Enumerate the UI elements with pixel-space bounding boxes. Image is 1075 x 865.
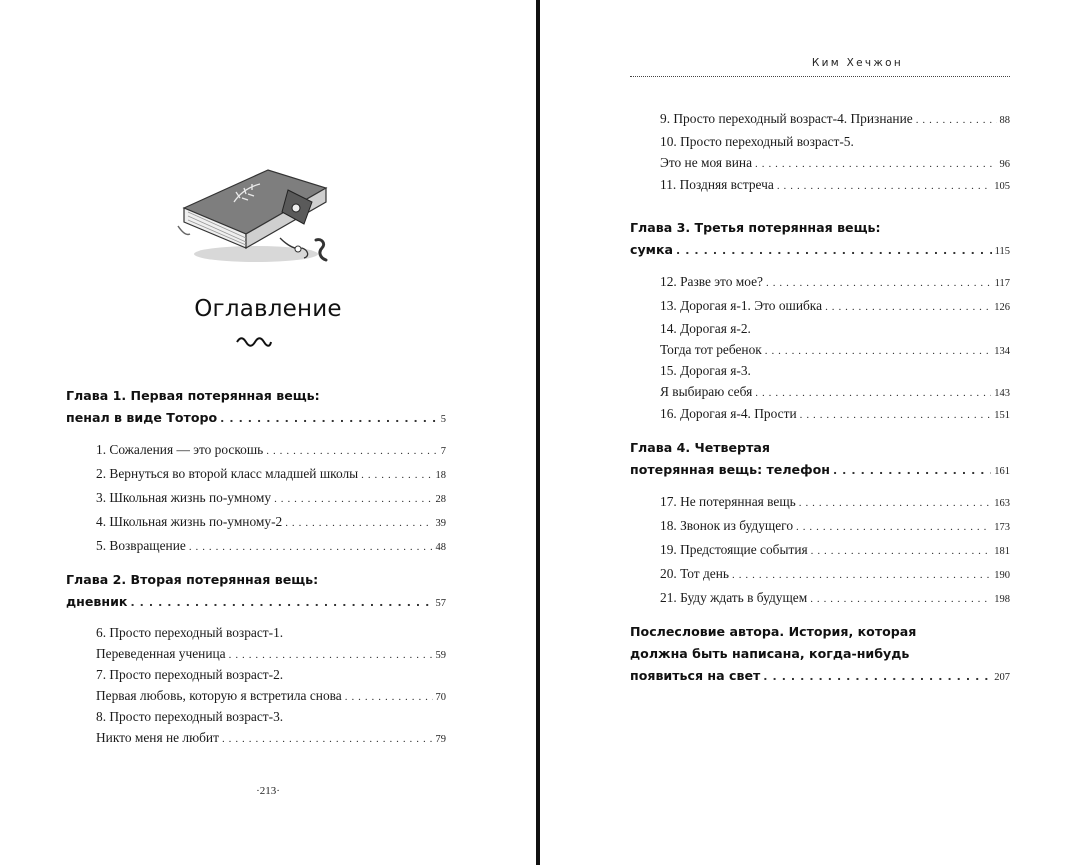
toc-item (660, 294, 1010, 318)
leader-dots (916, 107, 997, 132)
entry-row (96, 643, 446, 664)
entry-title-line: 14. Дорогая я-2. (660, 321, 751, 336)
page-ref: 88 (999, 115, 1010, 126)
page-ref: 143 (994, 388, 1010, 399)
page-ref: 190 (994, 570, 1010, 581)
chapter-title-line: Глава 3. Третья потерянная вещь: (630, 220, 881, 235)
page-ref: 59 (435, 650, 446, 661)
toc-item (660, 270, 1010, 294)
entry-row (660, 270, 1010, 294)
leader-dots (361, 462, 432, 487)
chapter-block (66, 572, 446, 748)
entry-title-line: 7. Просто переходный возраст-2. (96, 667, 284, 682)
toc-item (96, 462, 446, 486)
entry-row (660, 173, 1010, 197)
page-ref: 134 (994, 346, 1010, 357)
chapter-items (660, 490, 1010, 610)
entry-title: 2. Вернуться во второй класс младшей школы (96, 466, 359, 481)
chapter-title: сумка (630, 242, 674, 257)
entry-row (96, 438, 446, 462)
toc-item (96, 438, 446, 462)
chapter-title-line: Глава 1. Первая потерянная вещь: (66, 388, 320, 403)
leader-dots (345, 685, 433, 708)
entry-title: 12. Разве это мое? (660, 274, 763, 289)
entry-row (660, 294, 1010, 318)
leader-dots (274, 486, 432, 511)
chapter-title: пенал в виде Тоторо (66, 410, 218, 425)
right-continued-list (630, 107, 1010, 197)
page-ref: 126 (994, 302, 1010, 313)
chapter-items (660, 270, 1010, 426)
chapter-title-line: Послесловие автора. История, которая (630, 624, 917, 639)
entry-title-line: 6. Просто переходный возраст-1. (96, 625, 284, 640)
entry-row (660, 562, 1010, 586)
page-ref: 28 (435, 494, 446, 505)
entry-row (96, 534, 446, 558)
leader-dots (763, 668, 991, 683)
left-toc-list (66, 388, 446, 748)
leader-dots (266, 438, 437, 463)
chapter-title: дневник (66, 594, 128, 609)
chapter-items (96, 622, 446, 748)
leader-dots (222, 727, 433, 750)
page-ref: 207 (994, 672, 1010, 683)
leader-dots (130, 594, 432, 609)
page-ref: 96 (999, 159, 1010, 170)
chapter-block (630, 440, 1010, 610)
chapter-title-line: должна быть написана, когда-нибудь (630, 646, 910, 661)
entry-row (660, 402, 1010, 426)
toc-item (660, 514, 1010, 538)
leader-dots (833, 462, 991, 477)
page-ref: 181 (994, 546, 1010, 557)
page-ref: 39 (435, 518, 446, 529)
entry-row (660, 107, 1010, 131)
entry-title: 11. Поздняя встреча (660, 177, 774, 192)
page-ref: 163 (994, 498, 1010, 509)
chapter-heading (66, 572, 446, 616)
notebook-with-pen-icon (176, 150, 336, 268)
entry-title: Переведенная ученица (96, 646, 226, 661)
page-number: ·213· (256, 785, 280, 797)
running-head-author: Ким Хечжон (811, 57, 904, 69)
leader-dots (811, 538, 992, 563)
page-ref: 79 (435, 734, 446, 745)
page-ref: 105 (994, 181, 1010, 192)
leader-dots (732, 562, 991, 587)
toc-item (660, 107, 1010, 131)
leader-dots (810, 586, 991, 611)
page-ref: 18 (435, 470, 446, 481)
chapter-title-line: Глава 2. Вторая потерянная вещь: (66, 572, 319, 587)
toc-item (660, 490, 1010, 514)
chapter-title-row (630, 668, 1010, 690)
page-ref: 151 (994, 410, 1010, 421)
leader-dots (676, 242, 992, 257)
entry-title: Это не моя вина (660, 155, 753, 170)
toc-item (660, 538, 1010, 562)
page-ref: 48 (435, 542, 446, 553)
chapter-title-row (66, 410, 446, 432)
entry-title: 19. Предстоящие события (660, 542, 808, 557)
page-ref: 5 (440, 414, 446, 425)
toc-item (96, 706, 446, 748)
leader-dots (825, 294, 991, 319)
toc-item (96, 622, 446, 664)
entry-title-line: 10. Просто переходный возраст-5. (660, 134, 854, 149)
toc-item (660, 360, 1010, 402)
entry-title: 16. Дорогая я-4. Прости (660, 406, 797, 421)
chapter-title-row (66, 594, 446, 616)
entry-row (96, 685, 446, 706)
page-ref: 115 (994, 246, 1010, 257)
toc-item (660, 173, 1010, 197)
chapter-heading (630, 624, 1010, 690)
entry-row (660, 586, 1010, 610)
leader-dots (285, 510, 432, 535)
chapter-heading (630, 220, 1010, 264)
entry-title: Я выбираю себя (660, 384, 753, 399)
toc-item (660, 131, 1010, 173)
toc-heading: Оглавление (194, 296, 342, 322)
entry-title-line: 15. Дорогая я-3. (660, 363, 751, 378)
page-ref: 7 (440, 446, 446, 457)
page-ref: 161 (994, 466, 1010, 477)
wave-ornament-icon (236, 336, 272, 348)
entry-row (96, 486, 446, 510)
chapter-title-row (630, 242, 1010, 264)
entry-title: 21. Буду ждать в будущем (660, 590, 808, 605)
toc-item (660, 586, 1010, 610)
chapter-heading (66, 388, 446, 432)
leader-dots (799, 490, 991, 515)
entry-title: Никто меня не любит (96, 730, 219, 745)
toc-item (660, 318, 1010, 360)
entry-title: 4. Школьная жизнь по-умному-2 (96, 514, 283, 529)
entry-title: 13. Дорогая я-1. Это ошибка (660, 298, 823, 313)
leader-dots (229, 643, 433, 666)
leader-dots (755, 152, 996, 175)
toc-item (660, 562, 1010, 586)
entry-title: Первая любовь, которую я встретила снова (96, 688, 342, 703)
leader-dots (765, 339, 991, 362)
toc-item (96, 510, 446, 534)
entry-title: 18. Звонок из будущего (660, 518, 794, 533)
leader-dots (800, 402, 992, 427)
chapter-title: потерянная вещь: телефон (630, 462, 830, 477)
entry-row (660, 490, 1010, 514)
entry-title: 5. Возвращение (96, 538, 186, 553)
toc-item (96, 534, 446, 558)
entry-title: Тогда тот ребенок (660, 342, 762, 357)
entry-title: 3. Школьная жизнь по-умному (96, 490, 272, 505)
page-ref: 70 (435, 692, 446, 703)
entry-row (660, 381, 1010, 402)
leader-dots (766, 270, 992, 295)
chapter-items (96, 438, 446, 558)
entry-title: 20. Тот день (660, 566, 730, 581)
chapter-heading (630, 440, 1010, 484)
chapter-block (630, 624, 1010, 690)
page-ref: 198 (994, 594, 1010, 605)
entry-row (660, 152, 1010, 173)
page-ref: 173 (994, 522, 1010, 533)
toc-item (96, 664, 446, 706)
entry-title: 1. Сожаления — это роскошь (96, 442, 264, 457)
right-toc-list (630, 220, 1010, 690)
chapter-title-row (630, 462, 1010, 484)
page-ref: 117 (994, 278, 1010, 289)
entry-row (660, 339, 1010, 360)
leader-dots (796, 514, 991, 539)
chapter-block (630, 220, 1010, 426)
entry-row (96, 727, 446, 748)
leader-dots (220, 410, 438, 425)
entry-title: 9. Просто переходный возраст-4. Признание (660, 111, 913, 126)
toc-item (96, 486, 446, 510)
entry-title: 17. Не потерянная вещь (660, 494, 796, 509)
entry-title-line: 8. Просто переходный возраст-3. (96, 709, 284, 724)
header-dotted-rule (630, 76, 1010, 77)
toc-item (660, 402, 1010, 426)
entry-row (660, 538, 1010, 562)
entry-row (660, 514, 1010, 538)
leader-dots (777, 173, 991, 198)
continued-items (660, 107, 1010, 197)
leader-dots (755, 381, 991, 404)
chapter-title-line: Глава 4. Четвертая (630, 440, 770, 455)
right-page (540, 0, 1075, 865)
leader-dots (189, 534, 433, 559)
chapter-block (66, 388, 446, 558)
page-ref: 57 (435, 598, 446, 609)
entry-row (96, 462, 446, 486)
entry-row (96, 510, 446, 534)
left-page (0, 0, 536, 865)
chapter-title: появиться на свет (630, 668, 761, 683)
